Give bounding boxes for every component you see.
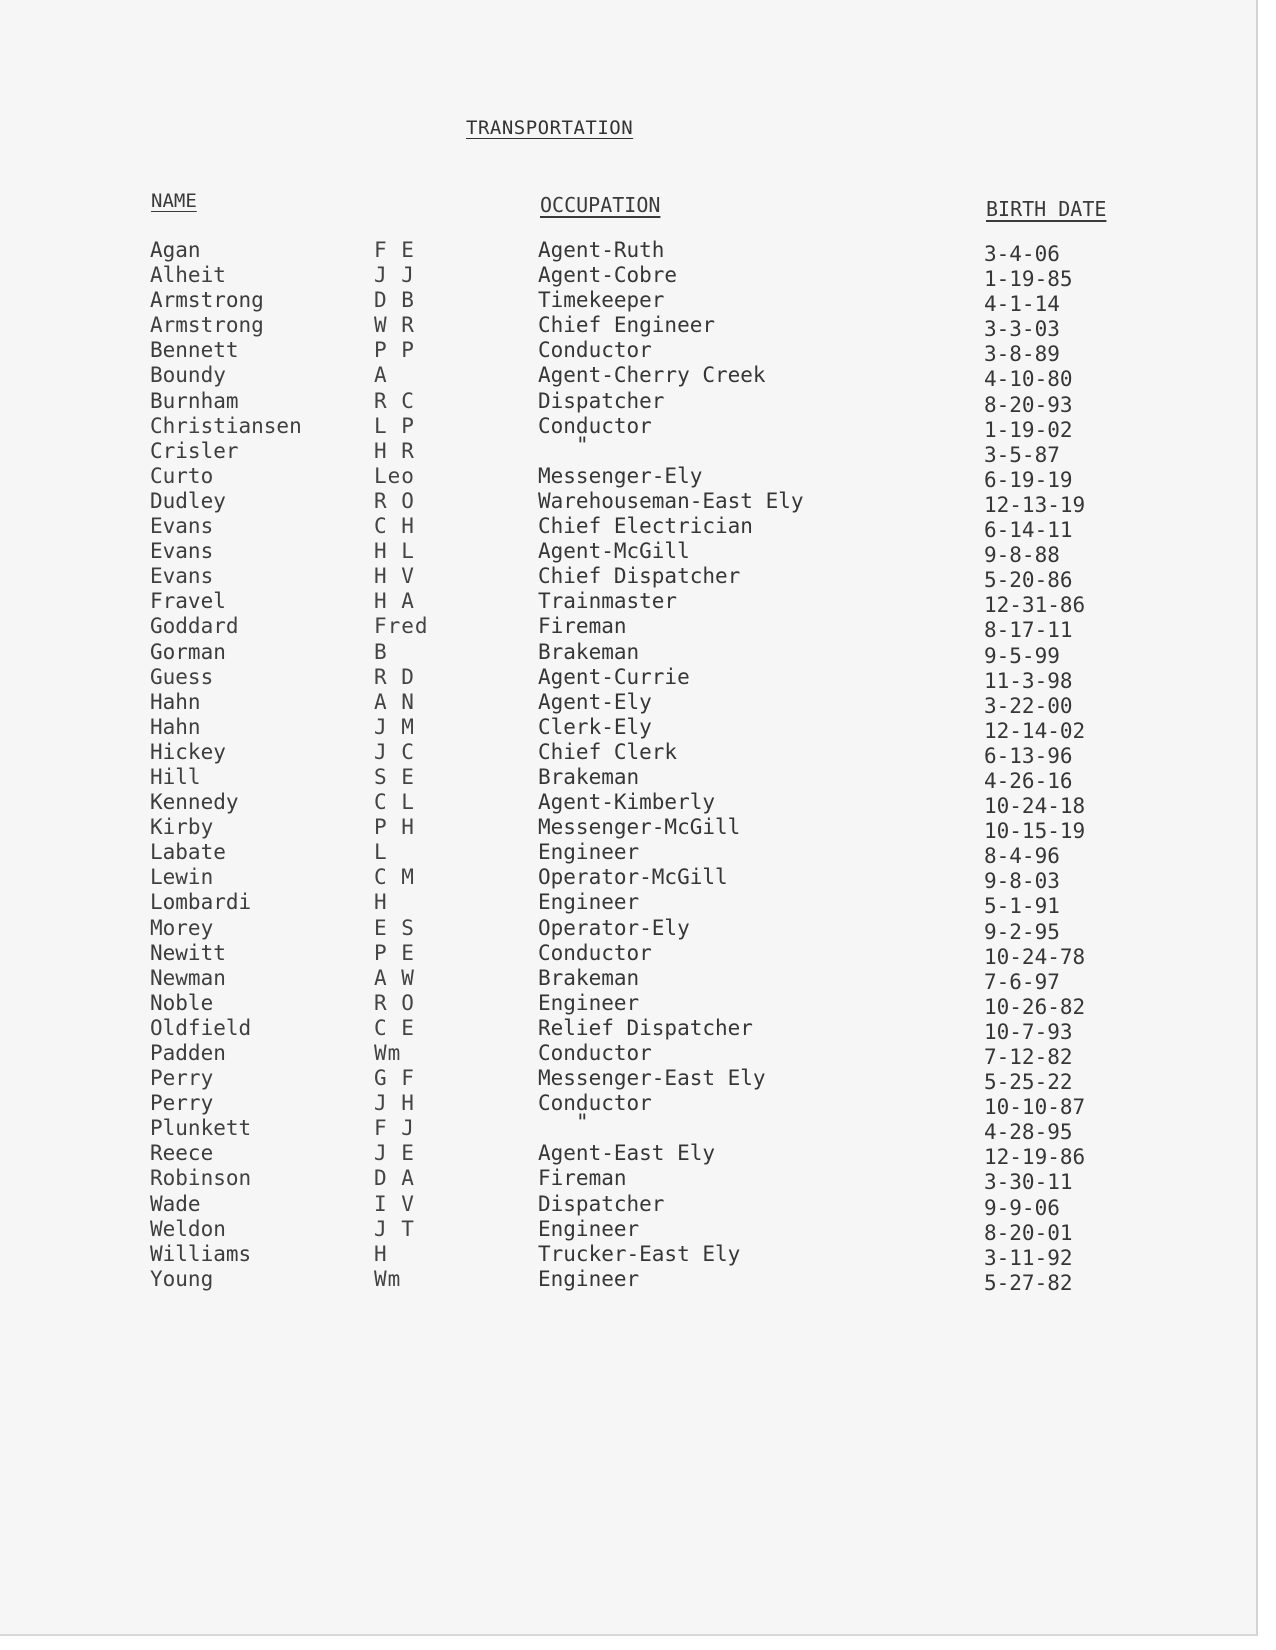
employee-occupation: Warehouseman-East Ely	[538, 488, 804, 513]
employee-last-name: Lombardi	[150, 890, 252, 915]
employee-row	[0, 539, 1256, 568]
employee-birth-date: 11-3-98	[984, 668, 1073, 693]
employee-occupation: Clerk-Ely	[538, 714, 652, 739]
employee-last-name: Burnham	[150, 388, 239, 413]
employee-birth-date: 8-17-11	[984, 618, 1073, 643]
employee-row	[0, 714, 1256, 743]
employee-last-name: Christiansen	[150, 413, 302, 438]
employee-birth-date: 3-5-87	[984, 442, 1060, 467]
employee-initials: J T	[374, 1216, 415, 1241]
employee-row	[0, 238, 1256, 266]
employee-initials: P E	[374, 940, 415, 965]
employee-row	[0, 589, 1256, 618]
employee-occupation: Messenger-McGill	[538, 815, 741, 840]
employee-birth-date: 6-13-96	[984, 743, 1073, 768]
employee-initials: R D	[374, 664, 415, 689]
employee-last-name: Young	[150, 1266, 214, 1291]
employee-initials: C L	[374, 790, 415, 815]
employee-last-name: Hill	[150, 764, 201, 789]
employee-occupation: Brakeman	[538, 965, 640, 990]
employee-birth-date: 1-19-85	[984, 267, 1073, 292]
employee-birth-date: 7-6-97	[984, 969, 1060, 994]
employee-last-name: Agan	[150, 238, 201, 262]
employee-initials: A W	[374, 965, 415, 990]
employee-birth-date: 3-8-89	[984, 342, 1060, 367]
employee-occupation: Conductor	[538, 338, 652, 363]
employee-last-name: Noble	[150, 990, 214, 1015]
employee-occupation: Agent-Cherry Creek	[538, 363, 766, 388]
employee-row	[0, 739, 1256, 768]
employee-occupation: Engineer	[538, 990, 640, 1015]
employee-occupation: Engineer	[538, 840, 640, 865]
employee-birth-date: 4-1-14	[984, 292, 1060, 317]
employee-last-name: Guess	[150, 664, 214, 689]
employee-occupation: "	[576, 432, 589, 457]
employee-row	[0, 1216, 1256, 1245]
employee-row	[0, 764, 1256, 793]
employee-last-name: Evans	[150, 564, 214, 589]
employee-row	[0, 1241, 1256, 1270]
employee-last-name: Newman	[150, 965, 226, 990]
employee-occupation: Trainmaster	[538, 589, 678, 614]
employee-initials: Leo	[374, 463, 415, 488]
employee-row	[0, 915, 1256, 944]
employee-initials: I V	[374, 1191, 415, 1216]
employee-row	[0, 488, 1256, 517]
employee-occupation: Agent-Ely	[538, 689, 652, 714]
employee-row	[0, 263, 1256, 292]
employee-occupation: Agent-Kimberly	[538, 790, 716, 815]
employee-birth-date: 10-15-19	[984, 819, 1086, 844]
employee-birth-date: 5-25-22	[984, 1070, 1073, 1095]
employee-occupation: Chief Dispatcher	[538, 564, 741, 589]
employee-occupation: Conductor	[538, 413, 652, 438]
employee-occupation: Chief Electrician	[538, 514, 753, 539]
employee-birth-date: 1-19-02	[984, 417, 1073, 442]
employee-occupation: Engineer	[538, 1266, 640, 1291]
employee-birth-date: 8-4-96	[984, 844, 1060, 869]
employee-birth-date: 10-7-93	[984, 1019, 1073, 1044]
employee-occupation: Agent-McGill	[538, 539, 690, 564]
employee-row	[0, 288, 1256, 317]
employee-row	[0, 840, 1256, 869]
employee-last-name: Padden	[150, 1041, 226, 1065]
employee-occupation: Relief Dispatcher	[538, 1015, 753, 1040]
employee-initials: B	[374, 639, 388, 664]
employee-occupation: Trucker-East Ely	[538, 1241, 741, 1266]
employee-occupation: Engineer	[538, 890, 640, 915]
employee-birth-date: 10-10-87	[984, 1095, 1086, 1120]
employee-birth-date: 4-10-80	[984, 367, 1073, 392]
employee-occupation: Operator-Ely	[538, 915, 690, 940]
employee-occupation: Agent-Cobre	[538, 263, 678, 288]
employee-initials: H R	[374, 438, 415, 463]
employee-birth-date: 5-27-82	[984, 1270, 1073, 1295]
employee-birth-date: 8-20-93	[984, 392, 1073, 417]
employee-initials: C H	[374, 514, 415, 539]
employee-last-name: Hahn	[150, 689, 201, 714]
employee-last-name: Plunkett	[150, 1116, 252, 1141]
employee-initials: E S	[374, 915, 415, 940]
employee-list	[0, 238, 1256, 1295]
employee-initials: J C	[374, 739, 415, 764]
employee-initials: J J	[374, 263, 415, 288]
employee-row	[0, 1041, 1256, 1069]
employee-occupation: Fireman	[538, 1166, 627, 1191]
employee-row	[0, 940, 1256, 969]
employee-initials: D B	[374, 288, 415, 313]
employee-occupation: Brakeman	[538, 764, 640, 789]
employee-last-name: Kennedy	[150, 790, 239, 815]
employee-initials: D A	[374, 1166, 415, 1191]
employee-occupation: Brakeman	[538, 639, 640, 664]
employee-initials: J H	[374, 1091, 415, 1116]
employee-row	[0, 664, 1256, 693]
employee-last-name: Hahn	[150, 714, 201, 739]
employee-birth-date: 3-4-06	[984, 242, 1060, 266]
employee-birth-date: 5-1-91	[984, 894, 1060, 919]
employee-birth-date: 6-14-11	[984, 518, 1073, 543]
employee-last-name: Gorman	[150, 639, 226, 664]
employee-last-name: Armstrong	[150, 288, 264, 313]
employee-last-name: Oldfield	[150, 1015, 252, 1040]
employee-initials: A	[374, 363, 388, 388]
employee-initials: H	[374, 890, 388, 915]
employee-row	[0, 865, 1256, 894]
employee-last-name: Lewin	[150, 865, 214, 890]
employee-birth-date: 10-26-82	[984, 994, 1086, 1019]
employee-birth-date: 12-14-02	[984, 718, 1086, 743]
employee-row	[0, 890, 1256, 919]
employee-last-name: Hickey	[150, 739, 226, 764]
employee-last-name: Labate	[150, 840, 226, 865]
employee-last-name: Curto	[150, 463, 214, 488]
employee-birth-date: 9-9-06	[984, 1195, 1060, 1220]
employee-row	[0, 790, 1256, 819]
employee-birth-date: 12-19-86	[984, 1145, 1086, 1170]
employee-occupation: Agent-East Ely	[538, 1141, 716, 1166]
employee-row	[0, 564, 1256, 593]
employee-birth-date: 3-11-92	[984, 1245, 1073, 1270]
employee-row	[0, 363, 1256, 392]
employee-last-name: Kirby	[150, 815, 214, 840]
employee-row	[0, 815, 1256, 844]
employee-occupation: Engineer	[538, 1216, 640, 1241]
employee-initials: C E	[374, 1015, 415, 1040]
employee-row	[0, 432, 1256, 467]
employee-row	[0, 639, 1256, 668]
employee-last-name: Goddard	[150, 614, 239, 639]
employee-occupation: Chief Clerk	[538, 739, 678, 764]
employee-birth-date: 9-2-95	[984, 919, 1060, 944]
employee-row	[0, 413, 1256, 442]
employee-last-name: Boundy	[150, 363, 226, 388]
employee-birth-date: 9-8-88	[984, 543, 1060, 568]
employee-birth-date: 10-24-78	[984, 944, 1086, 969]
employee-last-name: Evans	[150, 539, 214, 564]
employee-row	[0, 514, 1256, 543]
employee-last-name: Newitt	[150, 940, 226, 965]
employee-last-name: Alheit	[150, 263, 226, 288]
employee-row	[0, 463, 1256, 492]
employee-row	[0, 388, 1256, 417]
employee-row	[0, 313, 1256, 342]
employee-occupation: Dispatcher	[538, 1191, 665, 1216]
employee-occupation: Fireman	[538, 614, 627, 639]
employee-initials: H L	[374, 539, 415, 564]
employee-birth-date: 4-28-95	[984, 1120, 1073, 1145]
employee-initials: H A	[374, 589, 415, 614]
employee-occupation: Conductor	[538, 1091, 652, 1116]
employee-initials: G F	[374, 1066, 415, 1091]
employee-occupation: Agent-Ruth	[538, 238, 665, 262]
employee-last-name: Perry	[150, 1091, 214, 1116]
employee-last-name: Reece	[150, 1141, 214, 1166]
employee-last-name: Robinson	[150, 1166, 252, 1191]
employee-row	[0, 1066, 1256, 1095]
employee-initials: P H	[374, 815, 415, 840]
employee-initials: W R	[374, 313, 415, 338]
employee-birth-date: 7-12-82	[984, 1045, 1073, 1069]
employee-birth-date: 5-20-86	[984, 568, 1073, 593]
employee-row	[0, 1141, 1256, 1170]
employee-row	[0, 1191, 1256, 1220]
employee-row	[0, 1091, 1256, 1120]
employee-initials: L P	[374, 413, 415, 438]
employee-last-name: Perry	[150, 1066, 214, 1091]
employee-occupation: "	[576, 1110, 589, 1135]
page-title: TRANSPORTATION	[466, 117, 634, 139]
employee-row	[0, 1110, 1256, 1145]
employee-last-name: Dudley	[150, 488, 226, 513]
employee-birth-date: 10-24-18	[984, 794, 1086, 819]
employee-birth-date: 8-20-01	[984, 1220, 1073, 1245]
employee-last-name: Evans	[150, 514, 214, 539]
employee-initials: A N	[374, 689, 415, 714]
employee-initials: Wm	[374, 1266, 402, 1291]
employee-last-name: Fravel	[150, 589, 226, 614]
employee-occupation: Operator-McGill	[538, 865, 728, 890]
employee-initials: P P	[374, 338, 415, 363]
employee-occupation: Conductor	[538, 940, 652, 965]
employee-row	[0, 614, 1256, 643]
employee-initials: L	[374, 840, 388, 865]
employee-occupation: Timekeeper	[538, 288, 665, 313]
employee-initials: H V	[374, 564, 415, 589]
employee-last-name: Armstrong	[150, 313, 264, 338]
employee-last-name: Williams	[150, 1241, 252, 1266]
employee-row	[0, 338, 1256, 367]
employee-birth-date: 6-19-19	[984, 467, 1073, 492]
employee-row	[0, 1015, 1256, 1044]
column-header-birth-date: BIRTH DATE	[986, 197, 1107, 221]
employee-initials: J E	[374, 1141, 415, 1166]
employee-initials: S E	[374, 764, 415, 789]
employee-birth-date: 12-13-19	[984, 492, 1086, 517]
employee-birth-date: 3-3-03	[984, 317, 1060, 342]
employee-birth-date: 9-8-03	[984, 869, 1060, 894]
employee-initials: F E	[374, 238, 415, 262]
column-header-occupation: OCCUPATION	[540, 193, 661, 217]
employee-initials: R O	[374, 990, 415, 1015]
employee-last-name: Crisler	[150, 438, 239, 463]
employee-initials: R C	[374, 388, 415, 413]
column-header-name: NAME	[151, 190, 197, 212]
employee-birth-date: 3-22-00	[984, 693, 1073, 718]
employee-row	[0, 990, 1256, 1019]
employee-initials: Wm	[374, 1041, 402, 1065]
employee-last-name: Morey	[150, 915, 214, 940]
employee-initials: F J	[374, 1116, 415, 1141]
employee-birth-date: 12-31-86	[984, 593, 1086, 618]
employee-initials: R O	[374, 488, 415, 513]
employee-occupation: Messenger-East Ely	[538, 1066, 766, 1091]
employee-initials: C M	[374, 865, 415, 890]
employee-initials: Fred	[374, 614, 429, 639]
employee-row	[0, 689, 1256, 718]
employee-last-name: Wade	[150, 1191, 201, 1216]
employee-last-name: Bennett	[150, 338, 239, 363]
employee-birth-date: 4-26-16	[984, 768, 1073, 793]
employee-occupation: Conductor	[538, 1041, 652, 1065]
employee-occupation: Chief Engineer	[538, 313, 716, 338]
employee-birth-date: 9-5-99	[984, 643, 1060, 668]
employee-last-name: Weldon	[150, 1216, 226, 1241]
employee-occupation: Agent-Currie	[538, 664, 690, 689]
employee-row	[0, 1266, 1256, 1295]
employee-initials: H	[374, 1241, 388, 1266]
employee-initials: J M	[374, 714, 415, 739]
employee-birth-date: 3-30-11	[984, 1170, 1073, 1195]
employee-occupation: Messenger-Ely	[538, 463, 703, 488]
employee-row	[0, 965, 1256, 994]
employee-row	[0, 1166, 1256, 1195]
employee-occupation: Dispatcher	[538, 388, 665, 413]
